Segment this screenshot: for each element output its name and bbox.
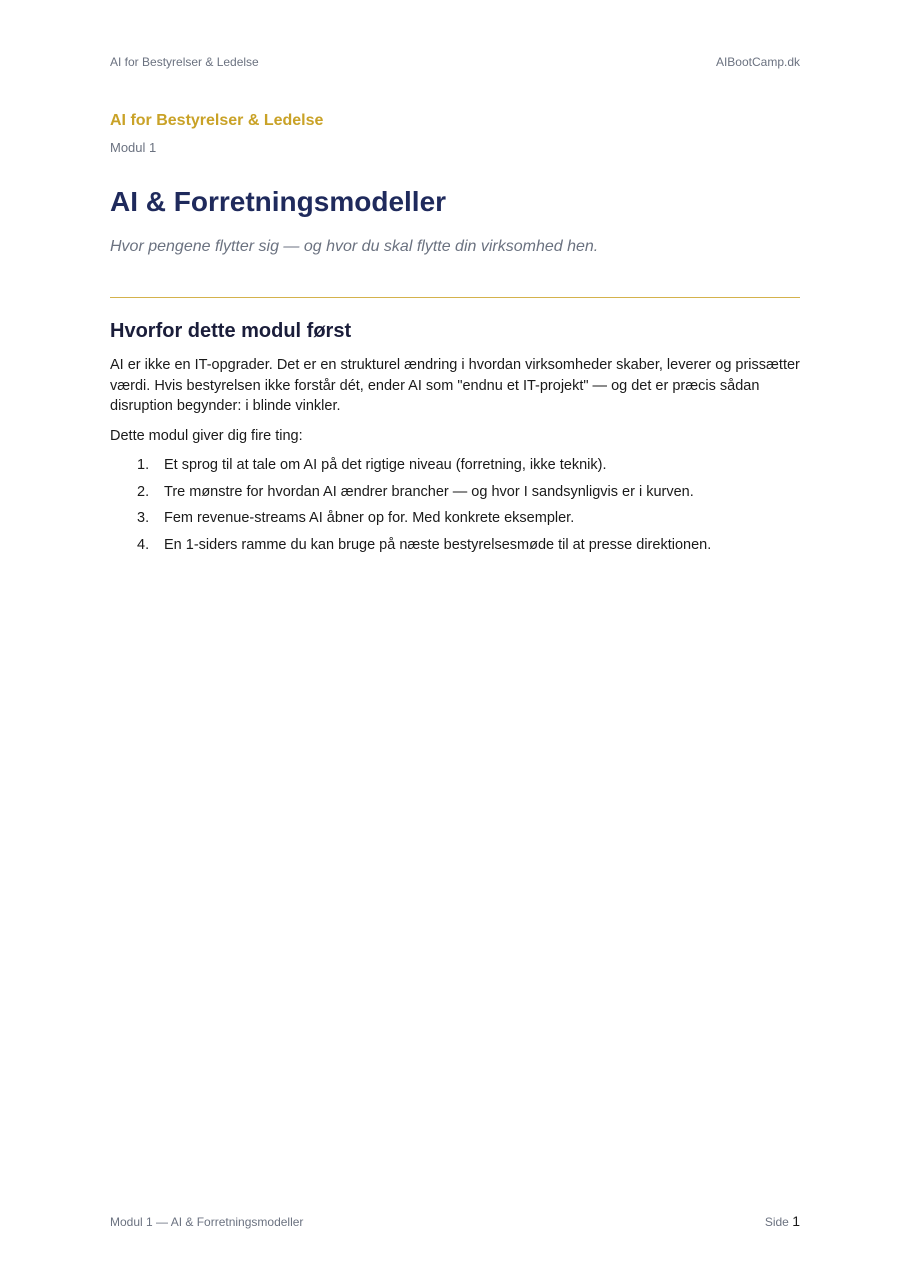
list-item-number: 2. — [137, 483, 150, 500]
list-item — [110, 455, 800, 475]
list-item — [110, 508, 800, 528]
list-item-number: 1. — [137, 457, 150, 473]
list-item-number: 3. — [137, 510, 150, 526]
document-subtitle: Hvor pengene flytter sig — og hvor du skal flytte din virksomhed hen. — [110, 238, 599, 255]
header-right-text: AIBootCamp.dk — [715, 55, 800, 69]
intro-paragraph: AI er ikke en IT-opgrader. Det er en strukturel ændring i hvordan virksomheder skaber, leverer og prissætter værdi. Hvis bestyrelsen ikke forstår dét, ender AI som "endnu et IT-projekt" — og det er præcis sådan disruption begynder: i blinde vinkler. — [110, 357, 800, 414]
list-item-text: Tre mønstre for hvordan AI ændrer brancher — og hvor I sandsynligvis er i kurven. — [164, 483, 694, 500]
page-number: 1 — [792, 1213, 800, 1229]
list-item — [110, 535, 800, 555]
section-divider — [110, 297, 800, 298]
page-label: Side — [764, 1215, 789, 1229]
feature-list — [110, 455, 800, 555]
page-indicator — [765, 1213, 800, 1229]
header-left-text: AI for Bestyrelser & Ledelse — [110, 55, 259, 69]
brand-block — [110, 112, 800, 155]
list-item-number: 4. — [137, 536, 150, 553]
list-item-text: En 1-siders ramme du kan bruge på næste bestyrelsesmøde til at presse direktionen. — [164, 536, 712, 553]
list-item-text: Fem revenue-streams AI åbner op for. Med konkrete eksempler. — [164, 510, 575, 526]
list-item — [110, 482, 800, 502]
main-content — [110, 320, 800, 561]
list-item-text: Et sprog til at tale om AI på det rigtige niveau (forretning, ikke teknik). — [164, 457, 607, 473]
footer-left-text: Modul 1 — AI & Forretningsmodeller — [110, 1215, 304, 1229]
list-intro-paragraph: Dette modul giver dig fire ting: — [110, 427, 303, 444]
document-title: AI & Forretningsmodeller — [110, 186, 447, 217]
section-heading: Hvorfor dette modul først — [110, 320, 352, 342]
brand-title: AI for Bestyrelser & Ledelse — [110, 112, 324, 129]
page-footer — [110, 1213, 800, 1229]
module-label: Modul 1 — [110, 140, 157, 155]
page-header — [110, 55, 800, 69]
